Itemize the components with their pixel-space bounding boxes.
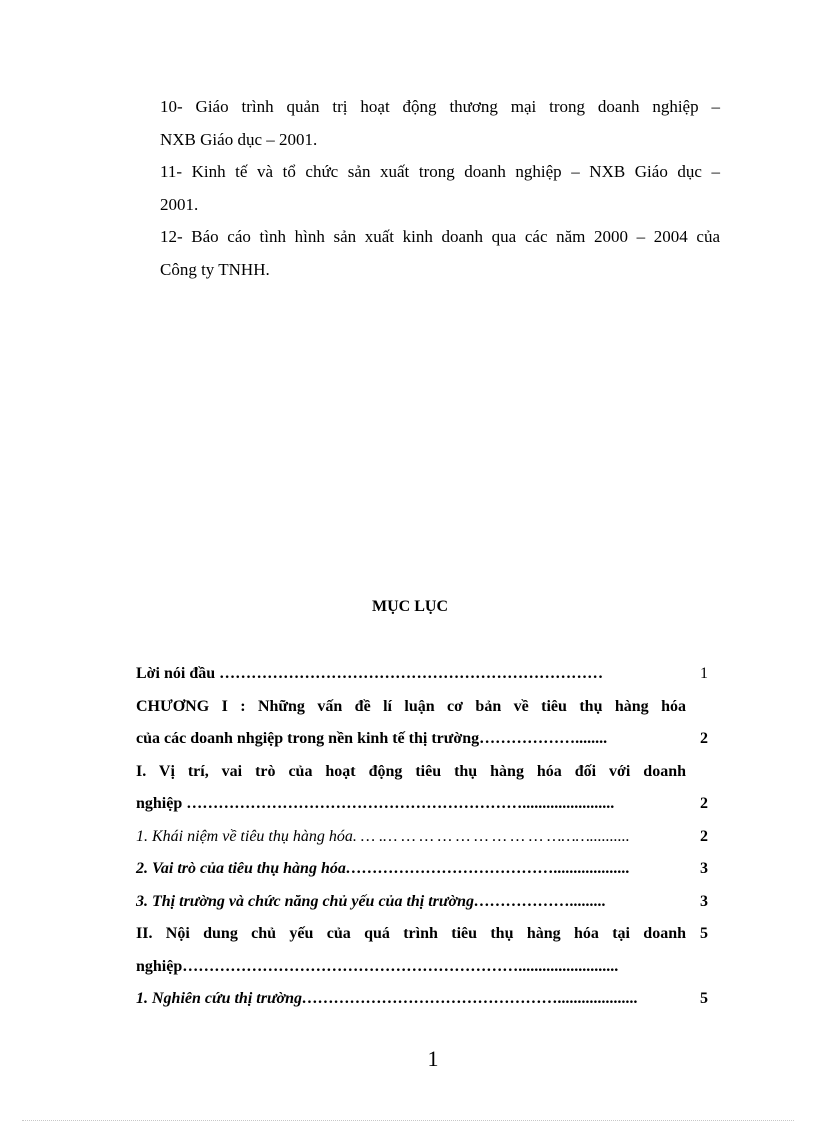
toc-entry-page: 5 [700, 990, 708, 1007]
reference-line: 11- Kinh tế và tổ chức sản xuất trong doanh nghiệp – NXB Giáo dục – [160, 162, 720, 181]
toc-entry [136, 821, 716, 854]
reference-line: 2001. [160, 194, 199, 214]
toc-entry-page: 3 [700, 860, 708, 877]
toc-entry-page: 2 [700, 795, 708, 812]
reference-line: NXB Giáo dục – 2001. [160, 129, 318, 149]
toc-entry [136, 788, 716, 821]
toc-entry [136, 951, 716, 984]
references-list [160, 91, 720, 286]
toc-entry [136, 918, 716, 951]
toc-entry-text: CHƯƠNG I : Những vấn đề lí luận cơ bản về tiêu thụ hàng hóa [136, 697, 686, 715]
page-bottom-border [22, 1120, 794, 1121]
toc-entry [136, 658, 716, 691]
toc-entry [136, 983, 716, 1016]
toc-entry-text: của các doanh nhgiệp trong nền kinh tế thị trường………………........ [136, 730, 608, 747]
toc-entry-text: I. Vị trí, vai trò của hoạt động tiêu thụ hàng hóa đối với doanh [136, 762, 686, 780]
toc-entry-text: 1. Khái niệm về tiêu thụ hàng hóa. … .… … … … … … … … … ……….......... [136, 827, 630, 845]
toc-entry-page: 1 [700, 665, 708, 682]
toc-entry [136, 756, 716, 789]
toc-entry-page: 3 [700, 892, 708, 910]
toc-entry-page: 2 [700, 827, 708, 845]
toc-entry-text: 3. Thị trường và chức năng chủ yếu của thị trường………………......... [136, 892, 606, 910]
toc-entry-text: nghiệp………………………………………………………......................... [136, 957, 619, 975]
toc-title: MỤC LỤC [372, 598, 448, 615]
toc-entry-page: 5 [700, 925, 708, 942]
toc-entry-text: Lời nói đầu ……………………………………………………………… [136, 665, 604, 682]
toc-entry-text: nghiệp ………………………………………………………....................... [136, 795, 615, 812]
toc-entry [136, 691, 716, 724]
toc-entry-text: II. Nội dung chủ yếu của quá trình tiêu thụ hàng hóa tại doanh [136, 925, 686, 942]
page-number: 1 [427, 1046, 439, 1071]
reference-line: 12- Báo cáo tình hình sản xuất kinh doanh qua các năm 2000 – 2004 của [160, 227, 720, 246]
toc-entry-text: 1. Nghiên cứu thị trường………………………………………….................... [136, 990, 639, 1007]
reference-line: 10- Giáo trình quản trị hoạt động thương mại trong doanh nghiệp – [160, 97, 720, 116]
toc-entry [136, 723, 716, 756]
toc-entry [136, 886, 716, 919]
toc-entry-page: 2 [700, 730, 708, 747]
toc-entry-text: 2. Vai trò của tiêu thụ hàng hóa…………………………………................... [136, 860, 630, 877]
reference-line: Công ty TNHH. [160, 259, 270, 279]
table-of-contents [136, 658, 716, 1016]
toc-entry [136, 853, 716, 886]
